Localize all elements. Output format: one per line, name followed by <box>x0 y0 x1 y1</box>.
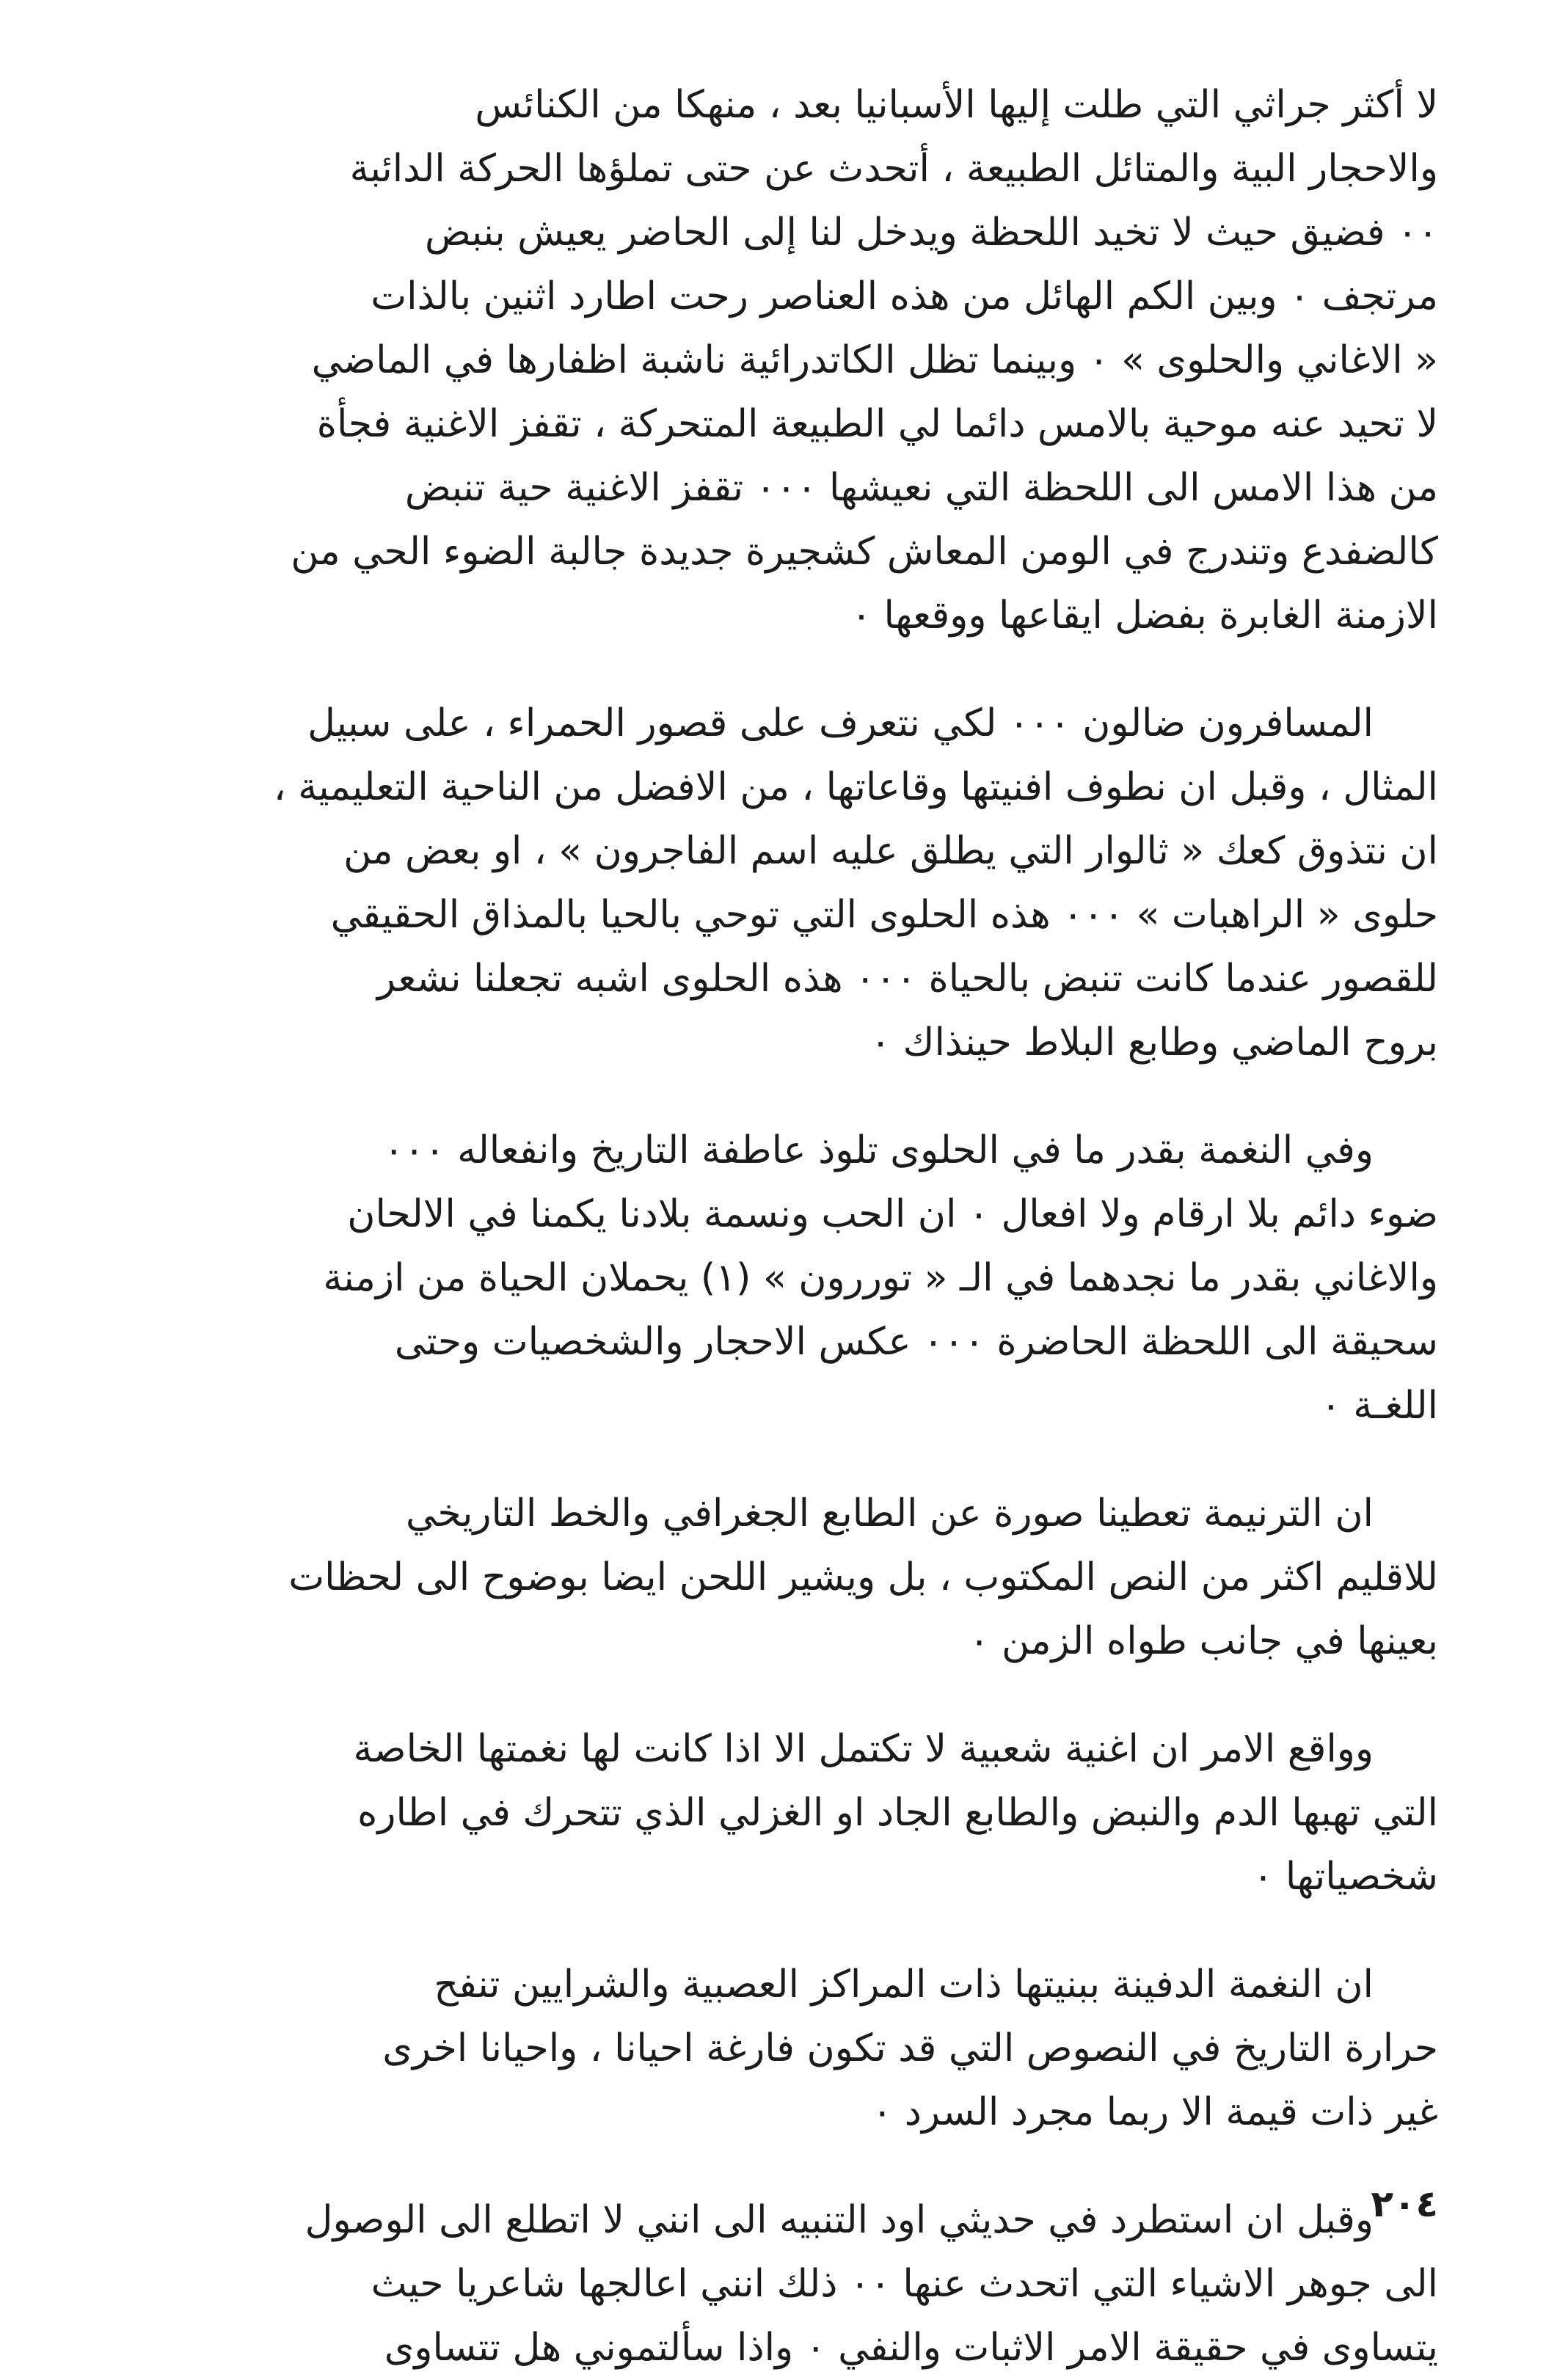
paragraph-5 <box>147 1718 1438 1909</box>
text-line: ان نتذوق كعك « ثالوار التي يطلق عليه اسم الفاجرون » ، او بعض من <box>343 829 1438 873</box>
text-line: المثال ، وقبل ان نطوف افنيتها وقاعاتها ، من الافضل من الناحية التعليمية ، <box>273 765 1438 809</box>
text-line: بروح الماضي وطابع البلاط حينذاك ٠ <box>870 1021 1438 1065</box>
text-line: والاغاني بقدر ما نجدهما في الـ « توررون » (١) يحملان الحياة من ازمنة <box>323 1256 1438 1300</box>
text-line: للقصور عندما كانت تنبض بالحياة ٠٠٠ هذه الحلوى اشبه تجعلنا نشعر <box>376 957 1438 1001</box>
text-line: لا أكثر جراثي التي طلت إليها الأسبانيا بعد ، منهكا من الكنائس <box>475 83 1438 127</box>
paragraph-6 <box>147 1953 1438 2144</box>
text-line: لا تحيد عنه موحية بالامس دائما لي الطبيعة المتحركة ، تقفز الاغنية فجأة <box>316 402 1438 446</box>
text-line: شخصياتها ٠ <box>1252 1855 1438 1899</box>
text-line: ان النغمة الدفينة ببنيتها ذات المراكز العصبية والشرايين تنفح <box>434 1963 1374 2007</box>
text-line: ان الترنيمة تعطينا صورة عن الطابع الجغرافي والخط التاريخي <box>406 1492 1374 1536</box>
paragraph-1 <box>147 73 1438 648</box>
paragraph-3 <box>147 1119 1438 1438</box>
text-line: مرتجف ٠ وبين الكم الهائل من هذه العناصر رحت اطارد اثنين بالذات <box>371 274 1438 318</box>
text-line: التي تهبها الدم والنبض والطابع الجاد او الغزلي الذي تتحرك في اطاره <box>357 1791 1438 1835</box>
paragraph-7 <box>147 2189 1438 2380</box>
text-line: للاقليم اكثر من النص المكتوب ، بل ويشير اللحن ايضا بوضوح الى لحظات <box>288 1555 1438 1599</box>
paragraph-2 <box>147 692 1438 1075</box>
text-line: وفي النغمة بقدر ما في الحلوى تلوذ عاطفة التاريخ وانفعاله ٠٠٠ <box>383 1128 1374 1172</box>
text-line: حرارة التاريخ في النصوص التي قد تكون فارغة احيانا ، واحيانا اخرى <box>382 2026 1438 2070</box>
text-line: من هذا الامس الى اللحظة التي نعيشها ٠٠٠ تقفز الاغنية حية تنبض <box>404 466 1438 510</box>
text-line: كالضفدع وتندرج في الومن المعاش كشجيرة جديدة جالبة الضوء الحي من <box>291 530 1438 574</box>
paragraph-4 <box>147 1482 1438 1673</box>
text-line: « الاغاني والحلوى » ٠ وبينما تظل الكاتدرائية ناشبة اظفارها في الماضي <box>311 338 1438 382</box>
text-line: حلوى « الراهبات » ٠٠٠ هذه الحلوى التي توحي بالحيا بالمذاق الحقيقي <box>330 893 1438 937</box>
text-line: بعينها في جانب طواه الزمن ٠ <box>969 1619 1438 1663</box>
text-line: ضوء دائم بلا ارقام ولا افعال ٠ ان الحب ونسمة بلادنا يكمنا في الالحان <box>347 1192 1438 1236</box>
text-line: يتساوى في حقيقة الامر الاثبات والنفي ٠ واذا سألتموني هل تتساوى <box>384 2326 1438 2370</box>
text-line: المسافرون ضالون ٠٠٠ لكي نتعرف على قصور الحمراء ، على سبيل <box>307 701 1374 745</box>
page-number: ٢٠٤ <box>1371 2183 1438 2225</box>
text-line: ٠٠ فضيق حيث لا تخيد اللحظة ويدخل لنا إلى الحاضر يعيش بنبض <box>425 211 1438 255</box>
text-line: الى جوهر الاشياء التي اتحدث عنها ٠٠ ذلك انني اعالجها شاعريا حيث <box>371 2262 1438 2306</box>
text-line: والاحجار البية والمتائل الطبيعة ، أتحدث عن حتى تملؤها الحركة الدائبة <box>349 147 1438 191</box>
text-line: سحيقة الى اللحظة الحاضرة ٠٠٠ عكس الاحجار والشخصيات وحتى <box>394 1320 1438 1364</box>
text-line: غير ذات قيمة الا ربما مجرد السرد ٠ <box>872 2090 1438 2134</box>
text-line: الازمنة الغابرة بفضل ايقاعها ووقعها ٠ <box>851 594 1438 638</box>
text-line: وقبل ان استطرد في حديثي اود التنبيه الى انني لا اتطلع الى الوصول <box>305 2198 1374 2242</box>
text-line: اللغـة ٠ <box>1320 1384 1438 1428</box>
text-line: وواقع الامر ان اغنية شعبية لا تكتمل الا اذا كانت لها نغمتها الخاصة <box>353 1727 1374 1771</box>
